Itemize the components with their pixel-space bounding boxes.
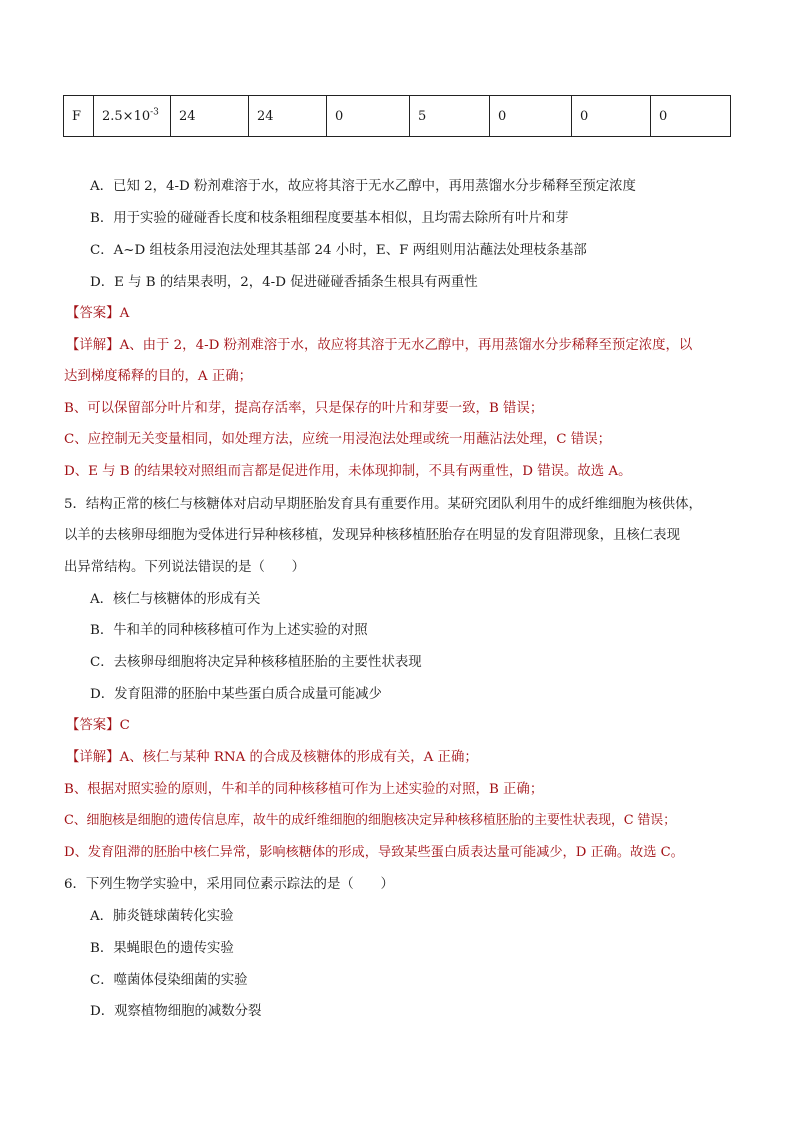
q6-option-a: A．肺炎链球菌转化实验 [90,909,234,924]
q5-detail-3: C、细胞核是细胞的遗传信息库，故牛的成纤维细胞的细胞核决定异种核移植胚胎的主要性状表现，C 错误； [64,813,676,828]
q4-option-b: B．用于实验的碰碰香长度和枝条粗细程度要基本相似，且均需去除所有叶片和芽 [90,211,569,226]
q4-detail-2: 达到梯度稀释的目的，A 正确； [64,369,253,384]
answer-value: C [119,718,130,733]
table-cell-group: F [64,96,94,137]
q5-detail-2: B、根据对照实验的原则，牛和羊的同种核移植可作为上述实验的对照，B 正确； [64,782,544,797]
data-table [63,95,731,137]
concentration-base: 2.5×10 [102,108,151,124]
concentration-exponent: -3 [150,107,159,118]
q6-option-b: B．果蝇眼色的遗传实验 [90,941,234,956]
q6-stem-1: 6．下列生物学实验中，采用同位素示踪法的是（ ） [64,877,394,892]
detail-label: 【详解】 [66,338,120,353]
table-cell: 24 [249,96,327,137]
q5-detail-4: D、发育阻滞的胚胎中核仁异常，影响核糖体的形成，导致某些蛋白质表达量可能减少，D 正确。故选 C。 [64,845,684,860]
q4-detail-1 [66,336,692,356]
table-row [64,96,731,137]
q6-option-c: C．噬菌体侵染细菌的实验 [90,973,248,988]
q5-option-d: D．发育阻滞的胚胎中某些蛋白质合成量可能减少 [90,687,382,702]
table-cell: 5 [410,96,490,137]
table-cell: 0 [572,96,651,137]
answer-value: A [119,306,130,321]
answer-label: 【答案】 [66,718,120,733]
q6-option-d: D．观察植物细胞的减数分裂 [90,1004,262,1019]
q5-option-a: A．核仁与核糖体的形成有关 [90,592,261,607]
q5-stem-3: 出异常结构。下列说法错误的是（ ） [64,560,306,575]
q4-option-a: A．已知 2，4-D 粉剂难溶于水，故应将其溶于无水乙醇中，再用蒸馏水分步稀释至预定浓度 [90,179,636,194]
detail-text: A、核仁与某种 RNA 的合成及核糖体的形成有关，A 正确； [119,750,478,765]
q4-detail-4: C、应控制无关变量相同，如处理方法，应统一用浸泡法处理或统一用蘸沾法处理，C 错误； [64,432,611,447]
table-cell: 24 [171,96,249,137]
table-cell-concentration [94,96,171,137]
table-cell: 0 [651,96,731,137]
q5-stem-2: 以羊的去核卵母细胞为受体进行异种核移植，发现异种核移植胚胎存在明显的发育阻滞现象，且核仁表现 [64,528,680,543]
q5-option-c: C．去核卵母细胞将决定异种核移植胚胎的主要性状表现 [90,655,422,670]
q5-answer [66,716,130,736]
q5-stem-1: 5．结构正常的核仁与核糖体对启动早期胚胎发育具有重要作用。某研究团队利用牛的成纤维细胞为核供体， [64,497,702,512]
q4-option-d: D．E 与 B 的结果表明，2，4-D 促进碰碰香插条生根具有两重性 [90,275,478,290]
detail-label: 【详解】 [66,750,120,765]
q4-option-c: C．A~D 组枝条用浸泡法处理其基部 24 小时，E、F 两组则用沾蘸法处理枝条基部 [90,243,587,258]
q4-answer [66,304,129,324]
q4-detail-3: B、可以保留部分叶片和芽，提高存活率，只是保存的叶片和芽要一致，B 错误； [64,401,544,416]
table-cell: 0 [490,96,572,137]
q4-detail-5: D、E 与 B 的结果较对照组而言都是促进作用，未体现抑制，不具有两重性，D 错误。故选 A。 [64,464,632,479]
answer-label: 【答案】 [66,306,120,321]
table-cell: 0 [327,96,410,137]
q5-option-b: B．牛和羊的同种核移植可作为上述实验的对照 [90,623,368,638]
q5-detail-1 [66,748,478,768]
detail-text: A、由于 2，4-D 粉剂难溶于水，故应将其溶于无水乙醇中，再用蒸馏水分步稀释至预定浓度，以 [119,338,693,353]
